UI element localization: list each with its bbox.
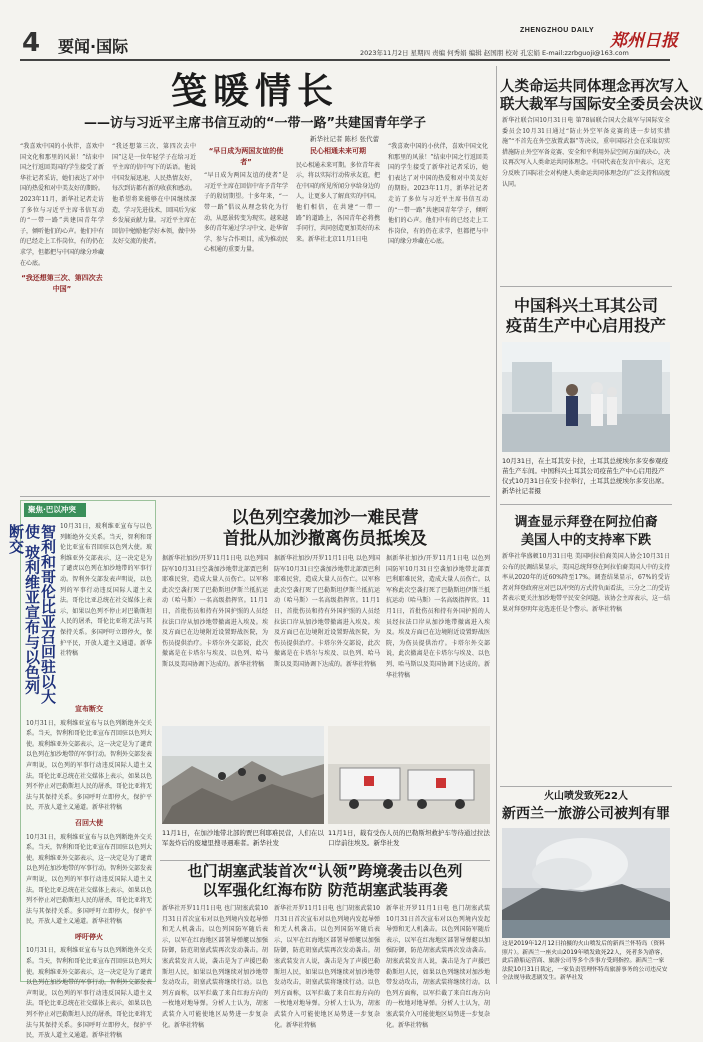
mid1-body-left: 据新华社加沙/开罗11月1日电 以色列国防军10月31日空袭加沙地带北部贾巴利耶难民营，造成大量人员伤亡。以军称此次空袭打死了巴勒斯坦伊斯兰抵抗运动（哈马斯）一名高级指挥官。11月1日，首批伤员和持有外国护照的人员经拉法口岸从加沙地带撤离进入埃及。埃及方面已在边境附近设置野战医院，为伤员提供治疗。卡塔尔外交部说，此次撤离是在卡塔尔与埃及、以色列、哈马斯以及美国协调下达成的。新华社特稿: [162, 555, 268, 668]
section-name: 要闻·国际: [58, 37, 129, 56]
mid1-body-right: 据新华社加沙/开罗11月1日电 以色列国防军10月31日空袭加沙地带北部贾巴利耶难民营，造成大量人员伤亡。以军称此次空袭打死了巴勒斯坦伊斯兰抵抗运动（哈马斯）一名高级指挥官。11月1日，首批伤员和持有外国护照的人员经拉法口岸从加沙地带撤离进入埃及。埃及方面已在边境附近设置野战医院，为伤员提供治疗。卡塔尔外交部说，此次撤离是在卡塔尔与埃及、以色列、哈马斯以及美国协调下达成的。新华社特稿: [386, 555, 490, 679]
header-rule: [20, 59, 670, 61]
lead-column-5: “我喜欢中国的小伙伴，喜欢中国文化和那里的风景！”结束中国之行返回美国的学生接受了新华社记者采访，她们表达了对中国的热爱和对中美友好的期盼。2023年11月，新华社记者走访了多位与习近平主席书信互动的“一带一路”共建国青年学子，倾听他们的心声。他们中有的已经走上工作岗位，有的仍在求学，但都把与中国的缘分珍藏在心底。: [388, 143, 488, 246]
mid1-body-mid: 据新华社加沙/开罗11月1日电 以色列国防军10月31日空袭加沙地带北部贾巴利耶难民营，造成大量人员伤亡。以军称此次空袭打死了巴勒斯坦伊斯兰抵抗运动（哈马斯）一名高级指挥官。11月1日，首批伤员和持有外国护照的人员经拉法口岸从加沙地带撤离进入埃及。埃及方面已在边境附近设置野战医院，为伤员提供治疗。卡塔尔外交部说，此次撤离是在卡塔尔与埃及、以色列、哈马斯以及美国协调下达成的。新华社特稿: [274, 555, 380, 668]
lead-subtitle: ——访与习近平主席书信互动的“一带一路”共建国青年学子: [83, 116, 427, 131]
page-number: 4: [22, 28, 41, 58]
focus-vertical-headline: 智利和哥伦比亚召回驻以大使 玻利维亚宣布与以色列断交: [7, 524, 57, 704]
lead-subhead-2: “早日成为两国友谊的使者”: [208, 147, 284, 166]
page-header: [0, 0, 690, 62]
divider-right-2: [500, 504, 672, 505]
divider-right-1: [500, 286, 672, 287]
mid2-body-right: 新华社开罗11月1日电 也门胡塞武装10月31日首次宣布对以色列境内发起导弹和无人机袭击。以色列国防军随后表示，以军在红海地区部署导弹艇以加强防御，防范胡塞武装再次发动袭击。胡塞武装发言人说，袭击是为了声援巴勒斯坦人民，如果以色列继续对加沙地带发动攻击，胡塞武装将继续行动。以色列方面称，以军拦截了来自红海方向的一枚地对地导弹。分析人士认为，胡塞武装介入可能使地区局势进一步复杂化。新华社特稿: [386, 905, 490, 1029]
divider-right: [496, 66, 497, 984]
ambulance-photo: [328, 726, 490, 824]
right-bottom-small-title: 火山喷发致死22人: [544, 791, 628, 802]
volcano-photo: [502, 828, 670, 938]
lead-column-2: “我还想第三次、第四次去中国”这是一位年轻学子在给习近平主席的信中写下的话语。他说中国发展迅速，人民热情友好，每次到访都有新的收获和感动。他希望将来能够在中国继续深造，学习先进技术，回国后为家乡发展贡献力量。习近平主席在回信中勉励他学好本领，做中外友好交流的使者。: [112, 143, 197, 246]
divider-lead: [20, 496, 490, 497]
lead-byline: 新华社记者 陈杉 张代蕾: [310, 135, 380, 143]
brand-en: ZHENGZHOU DAILY: [520, 27, 595, 34]
right-top-title: 人类命运共同体理念再次写入 联大裁军与国际安全委员会决议: [500, 79, 703, 113]
focus-subhead-3: 呼吁停火: [75, 932, 103, 941]
newspaper-logo: 郑州日报: [610, 31, 678, 51]
lead-title: 笺暖情长: [170, 71, 339, 112]
right-low-body: 新华社华盛顿10月31日电 美国阿拉伯裔美国人协会10月31日公布的民调结果显示，美国总统拜登在阿拉伯裔美国人中的支持率从2020年的近60%降至17%。调查结果显示，67%的受访者对拜登政府应对巴以冲突的方式持负面看法，三分之二的受访者表示更关注加沙地带平民安全问题。该协会主席表示，这一结果对拜登明年竞选连任是个警示。新华社特稿: [502, 553, 671, 613]
focus-body-top: 10月31日，玻利维亚宣布与以色列断绝外交关系。当天，智利和哥伦比亚宣布召回驻以色列大使。玻利维亚外交部表示，这一决定是为了谴责以色列在加沙地带的军事行动。智利外交部发表声明说，以色列的军事行动违反国际人道主义法。哥伦比亚总统在社交媒体上表示，如果以色列不停止对巴勒斯坦人民的屠杀，哥伦比亚将无法与其保持关系。多国呼吁立即停火，保护平民，开放人道主义通道。新华社特稿: [60, 523, 152, 658]
focus-tag: 聚焦·巴以冲突: [24, 503, 86, 517]
focus-subhead-2: 召回大使: [75, 818, 103, 827]
rubble-photo: [162, 726, 324, 824]
focus-subhead-1: 宣布断交: [75, 705, 103, 713]
rubble-caption: 11月1日，在加沙地带北部的贾巴利耶难民营，人们在以军轰炸后的废墟里搜寻遇难者。新华社发: [162, 829, 324, 847]
volcano-caption: 这是2019年12月12日拍摄的火山喷发后的新西兰怀特岛（资料照片）。新西兰一座火山2019年喷发致死22人，死者多为游客，此后游船运营商、旅游公司等多个涉事方受到指控。新西兰一家法院10月31日裁定，一家负责管理怀特岛旅游事务的公司违反安全法规导致悲剧发生。新华社发: [502, 941, 668, 981]
mid2-body-left: 新华社开罗11月1日电 也门胡塞武装10月31日首次宣布对以色列境内发起导弹和无人机袭击。以色列国防军随后表示，以军在红海地区部署导弹艇以加强防御，防范胡塞武装再次发动袭击。胡塞武装发言人说，袭击是为了声援巴勒斯坦人民，如果以色列继续对加沙地带发动攻击，胡塞武装将继续行动。以色列方面称，以军拦截了来自红海方向的一枚地对地导弹。分析人士认为，胡塞武装介入可能使地区局势进一步复杂化。新华社特稿: [162, 905, 268, 1029]
divider-mid: [160, 860, 490, 861]
lead-subhead-1: “我还想第三次、第四次去中国”: [21, 274, 103, 293]
lead-column-3: “早日成为两国友谊的使者” “早日成为两国友谊的使者”是习近平主席在回信中寄予青年学子的殷切期望。十多年来，“一带一路”倡议从理念转化为行动，从愿景转变为现实。越来越多的青年通过学习中文、赴华留学、参与合作项目，成为推动民心相通的重要力量。: [204, 147, 289, 254]
mid2-title: 也门胡塞武装首次“认领”跨境袭击以色列 以军强化红海布防 防范胡塞武装再袭: [187, 862, 463, 899]
right-bottom-title: 新西兰一旅游公司被判有罪: [502, 806, 670, 822]
lead-column-1: “我喜欢中国的小伙伴，喜欢中国文化和那里的风景！”结束中国之行返回美国的学生接受了新华社记者采访，她们表达了对中国的热爱和对中美友好的期盼。2023年11月，新华社记者走访了多位与习近平主席书信互动的“一带一路”共建国青年学子，倾听他们的心声。他们中有的已经走上工作岗位，有的仍在求学，但都把与中国的缘分珍藏在心底。 “我还想第三次、第四次去中国”: [20, 143, 105, 293]
focus-body: 宣布断交 10月31日，玻利维亚宣布与以色列断绝外交关系。当天，智利和哥伦比亚宣布召回驻以色列大使。玻利维亚外交部表示，这一决定是为了谴责以色列在加沙地带的军事行动。智利外交部发表声明说，以色列的军事行动违反国际人道主义法。哥伦比亚总统在社交媒体上表示，如果以色列不停止对巴勒斯坦人民的屠杀，哥伦比亚将无法与其保持关系。多国呼吁立即停火，保护平民，开放人道主义通道。新华社特稿 召回大使 10月31日，玻利维亚宣布与以色列断绝外交关系。当天，智利和哥伦比亚宣布召回驻以色列大使。玻利维亚外交部表示，这一决定是为了谴责以色列在加沙地带的军事行动。智利外交部发表声明说，以色列的军事行动违反国际人道主义法。哥伦比亚总统在社交媒体上表示，如果以色列不停止对巴勒斯坦人民的屠杀，哥伦比亚将无法与其保持关系。多国呼吁立即停火，保护平民，开放人道主义通道。新华社特稿 呼吁停火 10月31日，玻利维亚宣布与以色列断绝外交关系。当天，智利和哥伦比亚宣布召回驻以色列大使。玻利维亚外交部表示，这一决定是为了谴责以色列在加沙地带的军事行动。智利外交部发表声明说，以色列的军事行动违反国际人道主义法。哥伦比亚总统在社交媒体上表示，如果以色列不停止对巴勒斯坦人民的屠杀，哥伦比亚将无法与其保持关系。多国呼吁立即停火，保护平民，开放人道主义通道。新华社特稿: [26, 705, 153, 1040]
right-mid-caption: 10月31日，在土耳其安卡拉，土耳其总统埃尔多安参观疫苗生产车间。中国科兴土耳其公司疫苗生产中心启用投产仪式10月31日在安卡拉举行，土耳其总统埃尔多安出席。新华社记者摄: [502, 457, 669, 495]
lead-subhead-3: 民心相通未来可期: [310, 147, 366, 155]
lead-column-4: 民心相通未来可期 民心相通未来可期。多位青年表示，将以实际行动传承友谊，把在中国的所见所闻分享给身边的人，让更多人了解真实的中国。他们相信，在共建“一带一路”的道路上，各国青年必将携手同行，共同创造更加美好的未来。新华社北京11月1日电: [296, 147, 381, 243]
right-mid-title: 中国科兴土耳其公司 疫苗生产中心启用投产: [505, 296, 666, 335]
right-top-body: 新华社联合国10月31日电 第78届联合国大会裁军与国际安全委员会10月31日通过“防止外空军备竞赛的进一步切实措施”“不首先在外空放置武器”等决议，重申国际社会在采取切实措施防止外空军备竞赛、安全和平利用外层空间方面的决心，决议再次写入人类命运共同体理念。中国代表在发言中表示，这充分反映了国际社会对构建人类命运共同体理念的广泛支持和高度认同。: [502, 117, 671, 188]
mid2-body-mid: 新华社开罗11月1日电 也门胡塞武装10月31日首次宣布对以色列境内发起导弹和无人机袭击。以色列国防军随后表示，以军在红海地区部署导弹艇以加强防御，防范胡塞武装再次发动袭击。胡塞武装发言人说，袭击是为了声援巴勒斯坦人民，如果以色列继续对加沙地带发动攻击，胡塞武装将继续行动。以色列方面称，以军拦截了来自红海方向的一枚地对地导弹。分析人士认为，胡塞武装介入可能使地区局势进一步复杂化。新华社特稿: [274, 905, 380, 1029]
right-low-title: 调查显示拜登在阿拉伯裔 美国人中的支持率下跌: [514, 515, 658, 548]
factory-photo: [502, 342, 670, 452]
date-line: 2023年11月2日 星期四 责编 何秀娟 编辑 赵国朋 校对 孔宏娟 E-mail:zzrbguoji@163.com: [360, 49, 629, 57]
divider-right-3: [500, 786, 672, 787]
mid1-title: 以色列空袭加沙一难民营 首批从加沙撤离伤员抵埃及: [223, 508, 427, 549]
ambulance-caption: 11月1日，载有受伤人员的巴勒斯坦救护车等待通过拉法口岸前往埃及。新华社发: [328, 829, 490, 847]
